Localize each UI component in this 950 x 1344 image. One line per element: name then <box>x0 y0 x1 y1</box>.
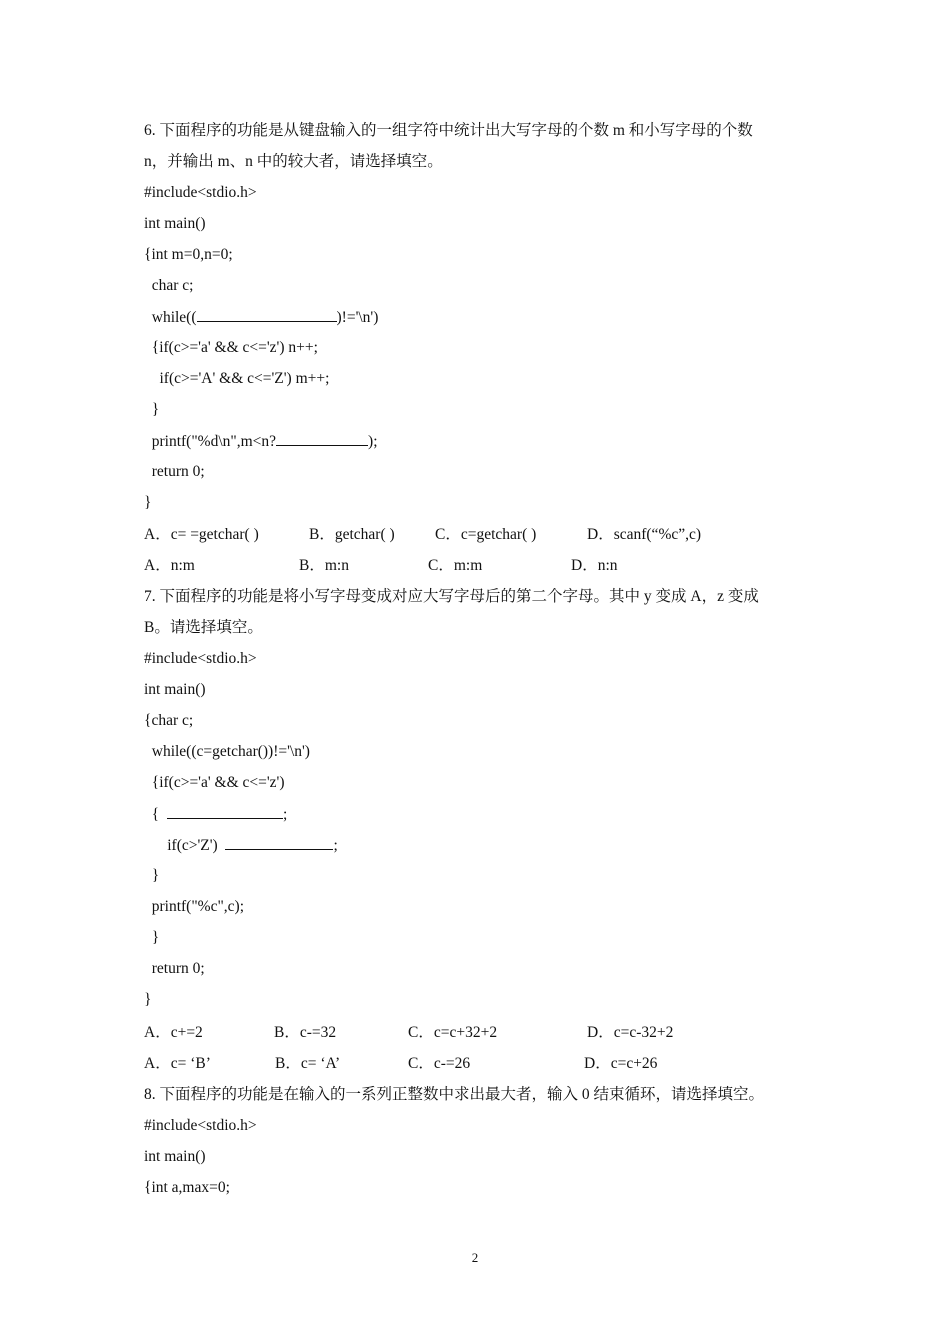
q6-code-printf-suffix: ); <box>368 433 378 450</box>
q8-code-decl: {int a,max=0; <box>144 1179 230 1196</box>
q6-code-close-brace: } <box>144 401 160 418</box>
q7-code-main: int main() <box>144 681 206 698</box>
q6-option-1c: C．c=getchar( ) <box>435 526 537 543</box>
q7-code-close-brace-2: } <box>144 929 160 946</box>
q7-code-include: #include<stdio.h> <box>144 650 257 667</box>
q6-code-return: return 0; <box>144 463 205 480</box>
q6-option-1b: B．getchar( ) <box>309 526 395 543</box>
q6-option-2c: C．m:m <box>428 557 483 574</box>
q6-code-decl: {int m=0,n=0; <box>144 246 233 263</box>
q6-code-while <box>144 304 378 330</box>
q7-code-printf: printf("%c",c); <box>144 898 245 915</box>
q7-code-if-z-prefix: if(c>'Z') <box>144 837 226 854</box>
fill-in-blank-1 <box>197 304 337 322</box>
q7-code-decl: {char c; <box>144 712 194 729</box>
q6-options-row1 <box>144 522 824 548</box>
q6-option-2b: B．m:n <box>299 557 349 574</box>
q7-option-2c: C．c-=26 <box>408 1055 471 1072</box>
q6-code-include: #include<stdio.h> <box>144 184 257 201</box>
fill-in-blank-3 <box>167 801 283 819</box>
q7-code-if-z-suffix: ; <box>333 837 338 854</box>
q6-code-end: } <box>144 494 152 511</box>
q7-option-1c: C．c=c+32+2 <box>408 1024 498 1041</box>
q7-code-if-z <box>144 832 338 858</box>
q7-code-block-suffix: ; <box>282 806 288 823</box>
fill-in-blank-4 <box>225 832 333 850</box>
q6-code-main: int main() <box>144 215 206 232</box>
page-number: 2 <box>471 1250 479 1265</box>
q7-options-row1 <box>144 1020 824 1046</box>
q6-option-1d: D．scanf(“%c”,c) <box>587 526 702 543</box>
q8-stem-line1: 8. 下面程序的功能是在输入的一系列正整数中求出最大者，输入 0 结束循环，请选择填空。 <box>144 1086 765 1103</box>
q6-code-while-prefix: while(( <box>144 309 197 326</box>
q7-option-2d: D．c=c+26 <box>584 1055 658 1072</box>
q6-code-if-upper: if(c>='A' && c<='Z') m++; <box>144 370 330 387</box>
q8-code-main: int main() <box>144 1148 206 1165</box>
q6-code-char: char c; <box>144 277 194 294</box>
q7-options-row2 <box>144 1051 824 1077</box>
q7-code-block-prefix: { <box>144 806 167 823</box>
q6-options-row2 <box>144 553 824 579</box>
q6-option-1a: A．c= =getchar( ) <box>144 526 259 543</box>
q6-code-while-suffix: )!='\n') <box>336 309 379 326</box>
q7-code-if-lower: {if(c>='a' && c<='z') <box>144 774 285 791</box>
q7-code-close-brace: } <box>144 867 160 884</box>
q7-code-block <box>144 801 287 827</box>
q8-code-include: #include<stdio.h> <box>144 1117 257 1134</box>
q6-code-if-lower: {if(c>='a' && c<='z') n++; <box>144 339 318 356</box>
q6-stem-line2: n，并输出 m、n 中的较大者，请选择填空。 <box>144 153 443 170</box>
q7-option-1b: B．c-=32 <box>274 1024 337 1041</box>
q7-code-end: } <box>144 991 152 1008</box>
q7-option-2a: A．c= ‘B’ <box>144 1055 211 1072</box>
q7-option-2b: B．c= ‘A’ <box>275 1055 341 1072</box>
q7-code-return: return 0; <box>144 960 205 977</box>
q7-option-1a: A．c+=2 <box>144 1024 203 1041</box>
q6-code-printf-prefix: printf("%d\n",m<n? <box>144 433 277 450</box>
fill-in-blank-2 <box>276 428 368 446</box>
q6-stem-line1: 6. 下面程序的功能是从键盘输入的一组字符中统计出大写字母的个数 m 和小写字母的个数 <box>144 122 753 139</box>
q7-option-1d: D．c=c-32+2 <box>587 1024 674 1041</box>
q6-code-printf <box>144 428 378 454</box>
q7-stem-line1: 7. 下面程序的功能是将小写字母变成对应大写字母后的第二个字母。其中 y 变成 A，z 变成 <box>144 588 759 605</box>
q6-option-2a: A．n:m <box>144 557 195 574</box>
q7-code-while: while((c=getchar())!='\n') <box>144 743 310 760</box>
q6-option-2d: D．n:n <box>571 557 618 574</box>
q7-stem-line2: B。请选择填空。 <box>144 619 263 636</box>
